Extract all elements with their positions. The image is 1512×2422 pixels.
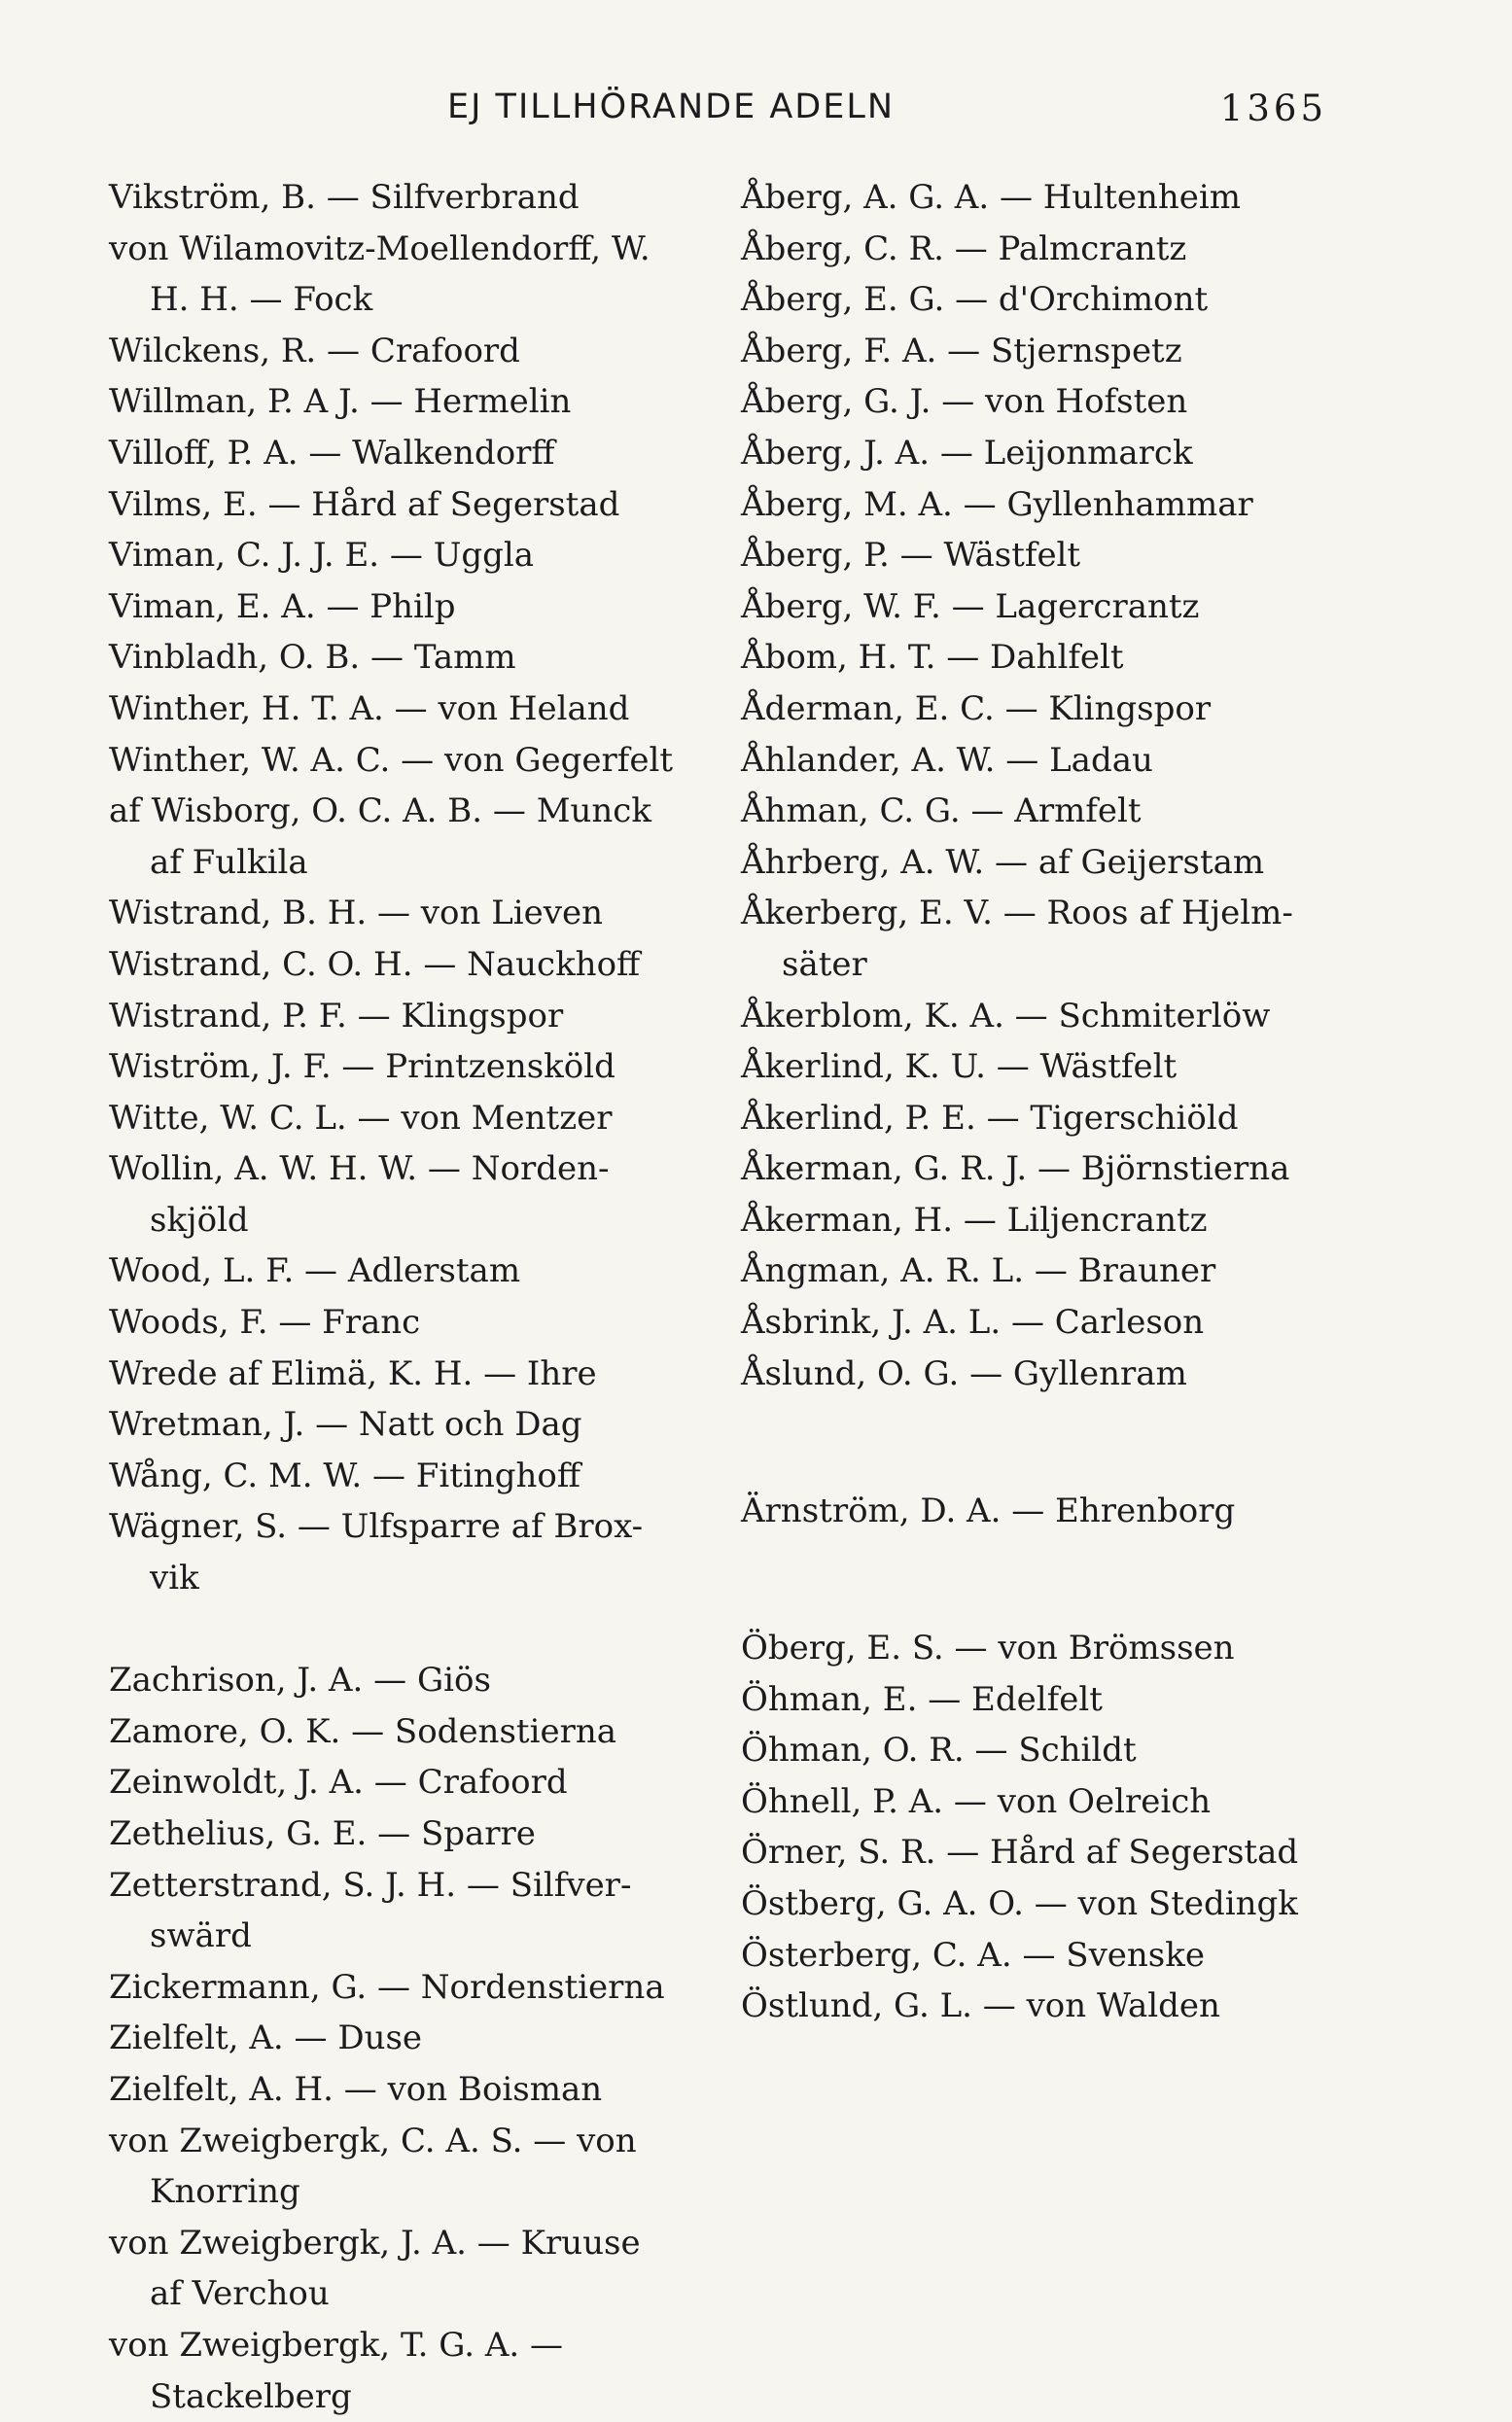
index-entry: Åsbrink, J. A. L. — Carleson [741,1303,1205,1343]
index-entry: Vinbladh, O. B. — Tamm [109,638,516,678]
index-entry-continuation: vik [150,1559,199,1598]
section-gap [741,1451,1373,1486]
running-title: EJ TILLHÖRANDE ADELN [447,88,896,126]
index-entry: Wilckens, R. — Crafoord [109,331,520,370]
index-entry: Vikström, B. — Silfverbrand [109,178,580,217]
index-entry: Åberg, P. — Wästfelt [741,536,1081,576]
index-entry: Zethelius, G. E. — Sparre [109,1814,536,1853]
index-entry: von Zweigbergk, C. A. S. — von [109,2121,637,2160]
index-entry-continuation: skjöld [150,1200,249,1240]
index-entry-continuation: Stackelberg [150,2376,352,2416]
index-entry-continuation: säter [782,944,867,984]
index-entry: Winther, W. A. C. — von Gegerfelt [109,740,673,780]
group-z [109,1655,712,2422]
index-entry: Åberg, F. A. — Stjernspetz [741,331,1182,370]
index-entry: Wiström, J. F. — Printzensköld [109,1047,615,1087]
group-a-umlaut [741,1486,1373,1537]
index-entry: Åhman, C. G. — Armfelt [741,791,1142,831]
index-entry: af Wisborg, O. C. A. B. — Munck [109,791,651,831]
index-entry: Zetterstrand, S. J. H. — Silfver- [109,1865,632,1905]
index-entry: Zamore, O. K. — Sodenstierna [109,1711,616,1751]
index-entry: Åkerman, G. R. J. — Björnstierna [741,1149,1290,1189]
index-entry: Viman, E. A. — Philp [109,586,456,626]
index-entry: Örner, S. R. — Hård af Segerstad [741,1833,1299,1873]
index-entry: Zeinwoldt, J. A. — Crafoord [109,1763,568,1803]
index-entry: Åberg, C. R. — Palmcrantz [741,228,1187,268]
page-number: 1365 [1219,88,1327,129]
index-entry: Ångman, A. R. L. — Brauner [741,1251,1216,1291]
index-entry: Öhnell, P. A. — von Oelreich [741,1781,1212,1821]
right-column [741,172,1373,2032]
index-entry: Vilms, E. — Hård af Segerstad [109,484,620,524]
index-entry: Wollin, A. W. H. W. — Norden- [109,1149,610,1189]
index-entry-continuation: af Fulkila [150,842,308,882]
index-entry: Wrede af Elimä, K. H. — Ihre [109,1353,597,1393]
section-gap [741,1536,1373,1588]
index-entry: Wistrand, B. H. — von Lieven [109,894,603,933]
index-entry: Woods, F. — Franc [109,1303,421,1343]
index-entry: Wägner, S. — Ulfsparre af Brox- [109,1507,644,1547]
index-entry: Östlund, G. L. — von Walden [741,1986,1220,2026]
section-gap [741,1399,1373,1451]
index-entry: Winther, H. T. A. — von Heland [109,688,630,728]
index-entry: Åberg, M. A. — Gyllenhammar [741,484,1253,524]
index-entry: Åberg, J. A. — Leijonmarck [741,433,1193,473]
index-entry: Viman, C. J. J. E. — Uggla [109,536,535,576]
index-entry: Åderman, E. C. — Klingspor [741,688,1212,728]
index-entry-continuation: Knorring [150,2172,300,2212]
index-entry: Zielfelt, A. — Duse [109,2018,423,2058]
section-gap [741,1588,1373,1623]
left-column [109,172,712,2422]
index-entry: Wång, C. M. W. — Fitinghoff [109,1456,580,1495]
page-header [0,88,1512,146]
index-entry: Öhman, E. — Edelfelt [741,1679,1103,1719]
index-entry: Öberg, E. S. — von Brömssen [741,1629,1235,1668]
index-entry: Åslund, O. G. — Gyllenram [741,1353,1187,1393]
index-entry: von Zweigbergk, J. A. — Kruuse [109,2223,641,2263]
index-entry: Åkerlind, P. E. — Tigerschiöld [741,1098,1239,1138]
index-entry: Åhrberg, A. W. — af Geijerstam [741,842,1265,882]
index-entry: Wistrand, C. O. H. — Nauckhoff [109,944,641,984]
group-a-ring [741,172,1373,1399]
index-entry-continuation: af Verchou [150,2274,330,2314]
section-gap [109,1604,712,1656]
group-o-umlaut [741,1623,1373,2032]
index-entry: Zickermann, G. — Nordenstierna [109,1967,665,2007]
index-entry: Zielfelt, A. H. — von Boisman [109,2069,603,2109]
index-entry: Öhman, O. R. — Schildt [741,1731,1137,1771]
index-entry: Åbom, H. T. — Dahlfelt [741,638,1124,678]
index-entry: Åberg, E. G. — d'Orchimont [741,280,1209,320]
index-entry: Åhlander, A. W. — Ladau [741,740,1153,780]
index-entry-continuation: H. H. — Fock [150,280,373,320]
index-entry: von Zweigbergk, T. G. A. — [109,2325,564,2365]
index-entry: Åberg, G. J. — von Hofsten [741,382,1188,422]
index-entry: Åkerblom, K. A. — Schmiterlöw [741,996,1271,1035]
index-entry: Åberg, A. G. A. — Hultenheim [741,178,1242,217]
index-entry-continuation: swärd [150,1916,252,1956]
index-entry: Österberg, C. A. — Svenske [741,1935,1205,1975]
index-entry: Åberg, W. F. — Lagercrantz [741,586,1200,626]
index-entry: Åkerman, H. — Liljencrantz [741,1200,1208,1240]
group-w [109,172,712,1604]
index-entry: Willman, P. A J. — Hermelin [109,382,572,422]
index-entry: Zachrison, J. A. — Giös [109,1661,491,1701]
index-entry: Wretman, J. — Natt och Dag [109,1405,582,1445]
index-entry: Villoff, P. A. — Walkendorff [109,433,555,473]
index-entry: Åkerlind, K. U. — Wästfelt [741,1047,1178,1087]
index-entry: Ärnström, D. A. — Ehrenborg [741,1491,1236,1530]
index-entry: Åkerberg, E. V. — Roos af Hjelm- [741,894,1293,933]
index-entry: Witte, W. C. L. — von Mentzer [109,1098,613,1138]
index-entry: Wistrand, P. F. — Klingspor [109,996,564,1035]
index-entry: Östberg, G. A. O. — von Stedingk [741,1884,1298,1923]
index-entry: von Wilamovitz-Moellendorff, W. [109,228,651,268]
index-entry: Wood, L. F. — Adlerstam [109,1251,521,1291]
